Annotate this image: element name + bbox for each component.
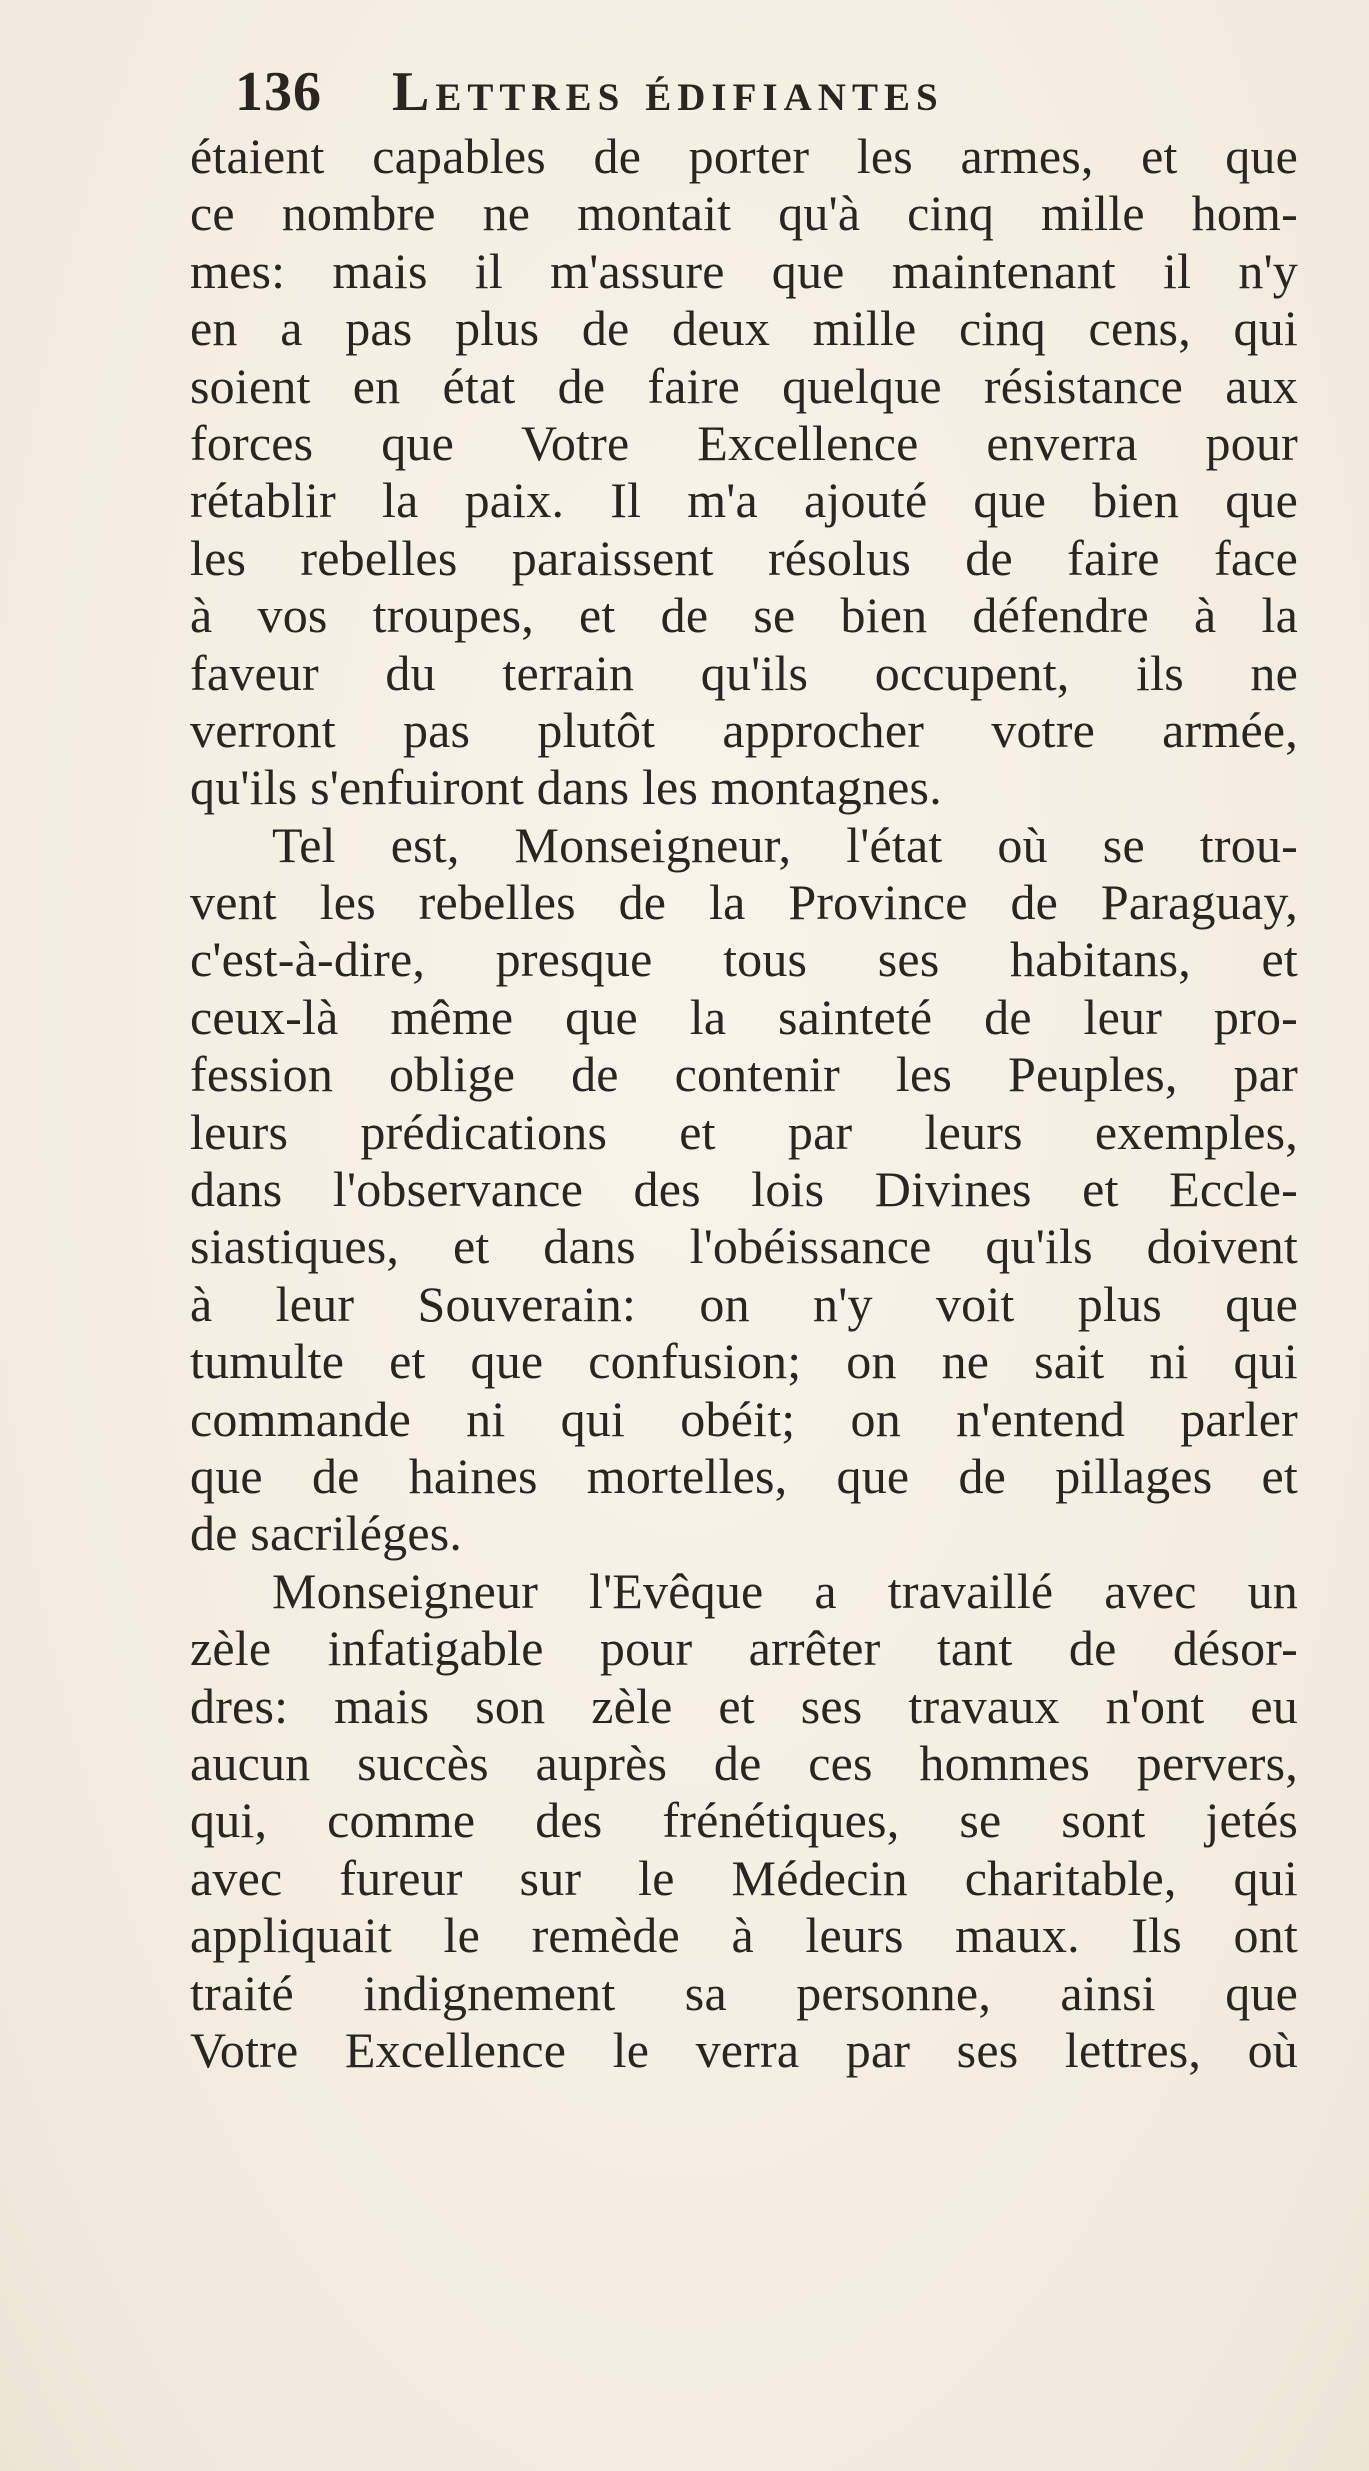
text-line: mes: mais il m'assure que maintenant il n'y bbox=[190, 242, 1298, 299]
text-line: zèle infatigable pour arrêter tant de désor- bbox=[190, 1620, 1298, 1677]
text-line: à vos troupes, et de se bien défendre à la bbox=[190, 587, 1298, 644]
text-line: ceux-là même que la sainteté de leur pro- bbox=[190, 988, 1298, 1045]
text-line: faveur du terrain qu'ils occupent, ils ne bbox=[190, 644, 1298, 701]
body-text bbox=[190, 128, 1298, 2079]
text-line: étaient capables de porter les armes, et que bbox=[190, 128, 1298, 184]
text-line: siastiques, et dans l'obéissance qu'ils doivent bbox=[190, 1218, 1298, 1275]
text-line: ce nombre ne montait qu'à cinq mille hom- bbox=[190, 185, 1298, 242]
text-line: les rebelles paraissent résolus de faire face bbox=[190, 529, 1298, 586]
text-line: leurs prédications et par leurs exemples, bbox=[190, 1103, 1298, 1160]
text-line: avec fureur sur le Médecin charitable, qui bbox=[190, 1849, 1298, 1906]
text-line: en a pas plus de deux mille cinq cens, qui bbox=[190, 300, 1298, 357]
text-line: aucun succès auprès de ces hommes pervers, bbox=[190, 1734, 1298, 1791]
text-line: soient en état de faire quelque résistance aux bbox=[190, 357, 1298, 414]
text-line: commande ni qui obéit; on n'entend parler bbox=[190, 1390, 1298, 1447]
text-line: vent les rebelles de la Province de Paraguay, bbox=[190, 874, 1298, 931]
running-title: Lettres édifiantes bbox=[392, 61, 944, 123]
text-line: verront pas plutôt approcher votre armée, bbox=[190, 701, 1298, 758]
text-line: forces que Votre Excellence enverra pour bbox=[190, 414, 1298, 471]
text-line: Votre Excellence le verra par ses lettres, où bbox=[190, 2021, 1298, 2078]
text-line: tumulte et que confusion; on ne sait ni qui bbox=[190, 1333, 1298, 1390]
text-line: appliquait le remède à leurs maux. Ils ont bbox=[190, 1907, 1298, 1964]
text-line: qui, comme des frénétiques, se sont jetés bbox=[190, 1792, 1298, 1849]
text-line: c'est-à-dire, presque tous ses habitans, et bbox=[190, 931, 1298, 988]
page-header bbox=[235, 60, 1135, 130]
text-line: à leur Souverain: on n'y voit plus que bbox=[190, 1275, 1298, 1332]
paragraph-end-line: qu'ils s'enfuiront dans les montagnes. bbox=[190, 759, 942, 816]
paragraph-start-line: Monseigneur l'Evêque a travaillé avec un bbox=[272, 1562, 1298, 1619]
text-line: fession oblige de contenir les Peuples, par bbox=[190, 1046, 1298, 1103]
text-line: que de haines mortelles, que de pillages et bbox=[190, 1447, 1298, 1504]
text-line: rétablir la paix. Il m'a ajouté que bien que bbox=[190, 472, 1298, 529]
page-number: 136 bbox=[235, 61, 322, 123]
text-line: dans l'observance des lois Divines et Eccle- bbox=[190, 1161, 1298, 1218]
text-line: traité indignement sa personne, ainsi que bbox=[190, 1964, 1298, 2021]
paragraph-end-line: de sacriléges. bbox=[190, 1505, 463, 1562]
paragraph-start-line: Tel est, Monseigneur, l'état où se trou- bbox=[272, 816, 1298, 873]
text-line: dres: mais son zèle et ses travaux n'ont eu bbox=[190, 1677, 1298, 1734]
